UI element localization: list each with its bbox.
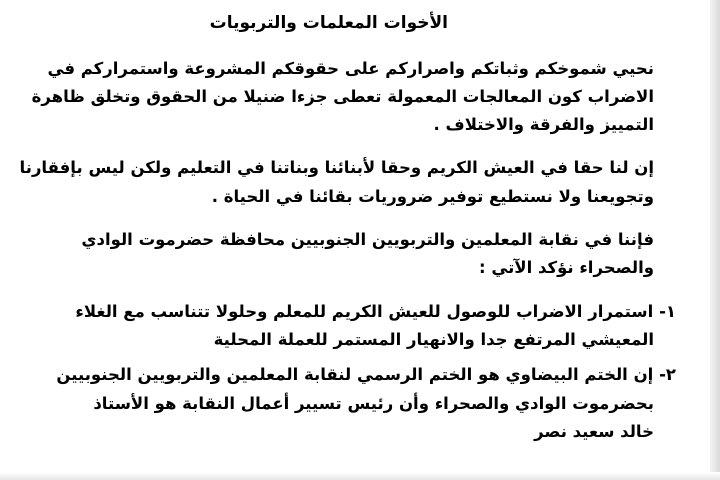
paragraph-2-line-1: إن لنا حقا في العيش الكريم وحقا لأبنائنا وبناتنا في التعليم ولكن ليس بإفقارنا [19,158,654,177]
list-item-2-number: ٢- [659,365,676,384]
paragraph-1-line-2: الاضراب كون المعالجات المعمولة تعطى جزءا ضنيلا من الحقوق وتخلق ظاهرة [31,87,654,106]
page-edge-shadow [710,0,720,480]
list-item-1-number: ١- [659,302,676,321]
paragraph-3-line-2: والصحراء نؤكد الآتي : [479,258,654,277]
document-heading: الأخوات المعلمات والتربويات [209,13,448,33]
paragraph-3-line-1: فإننا في نقابة المعلمين والتربويين الجنوبيين محافظة حضرموت الوادي [81,230,654,249]
page-bottom-shadow [0,472,720,480]
list-item-2 [56,364,676,386]
list-item-1-line-2: المعيشي المرتفع جدا والانهيار المستمر للعملة المحلية [213,330,654,349]
paragraph-1-line-3: التمييز والفرقة والاختلاف . [433,115,654,134]
list-item-1-line-1: استمرار الاضراب للوصول للعيش الكريم للمعلم وحلولا تتناسب مع الغلاء [75,302,654,321]
list-item-2-line-2: بحضرموت الوادي والصحراء وأن رئيس تسيير أعمال النقابة هو الأستاذ [93,394,654,413]
paragraph-1-line-1: نحيي شموخكم وثباتكم واصراركم على حقوقكم المشروعة واستمراركم في [47,59,654,78]
paragraph-2-line-2: وتجويعنا ولا نستطيع توفير ضروريات بقائنا في الحياة . [211,187,654,206]
list-item-1 [75,301,676,323]
list-item-2-line-1: إن الختم البيضاوي هو الختم الرسمي لنقابة المعلمين والتربويين الجنوبيين [56,365,654,384]
list-item-2-line-3: خالد سعيد نصر [534,422,654,441]
